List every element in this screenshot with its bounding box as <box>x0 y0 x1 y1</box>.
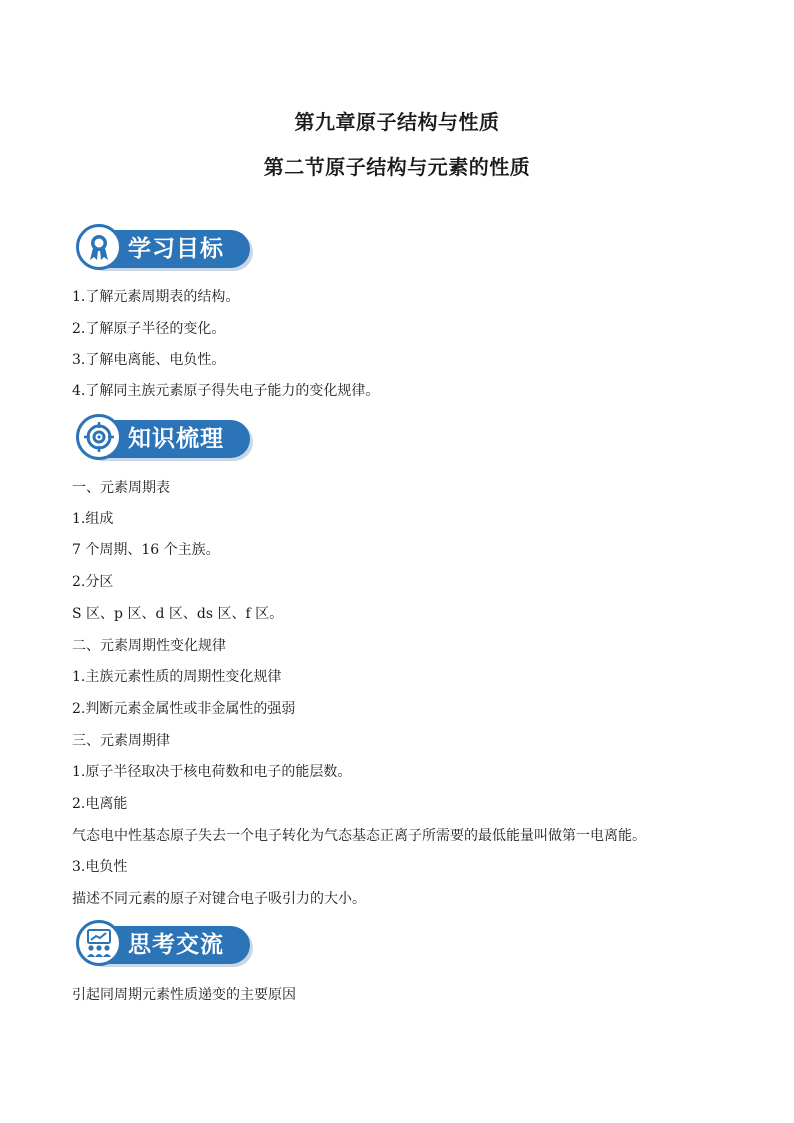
chapter-title: 第九章原子结构与性质 <box>294 110 500 134</box>
knowledge-line: S 区、p 区、d 区、ds 区、f 区。 <box>72 606 284 622</box>
goal-item: 3.了解电离能、电负性。 <box>72 352 226 368</box>
knowledge-line: 7 个周期、16 个主族。 <box>72 542 220 558</box>
knowledge-line: 三、元素周期律 <box>72 733 170 749</box>
knowledge-line: 气态电中性基态原子失去一个电子转化为气态基态正离子所需要的最低能量叫做第一电离能。 <box>72 828 646 844</box>
discussion-heading: 思考交流 <box>128 931 224 958</box>
goal-item: 2.了解原子半径的变化。 <box>72 321 226 337</box>
knowledge-line: 1.组成 <box>72 511 114 527</box>
knowledge-line: 2.判断元素金属性或非金属性的强弱 <box>72 701 296 717</box>
section-title: 第二节原子结构与元素的性质 <box>263 155 531 179</box>
knowledge-line: 一、元素周期表 <box>72 480 170 496</box>
goal-item: 1.了解元素周期表的结构。 <box>72 289 240 305</box>
goals-heading: 学习目标 <box>128 235 224 262</box>
knowledge-line: 3.电负性 <box>72 859 128 875</box>
discussion-line: 引起同周期元素性质递变的主要原因 <box>72 987 296 1003</box>
goal-item: 4.了解同主族元素原子得失电子能力的变化规律。 <box>72 383 380 399</box>
knowledge-line: 2.分区 <box>72 574 114 590</box>
knowledge-line: 2.电离能 <box>72 796 128 812</box>
knowledge-line: 1.原子半径取决于核电荷数和电子的能层数。 <box>72 764 352 780</box>
knowledge-heading: 知识梳理 <box>128 425 224 452</box>
knowledge-line: 二、元素周期性变化规律 <box>72 638 226 654</box>
knowledge-line: 1.主族元素性质的周期性变化规律 <box>72 669 282 685</box>
target-icon <box>76 414 122 460</box>
award-ribbon-icon <box>76 224 122 270</box>
goals-banner <box>76 224 252 272</box>
knowledge-line: 描述不同元素的原子对键合电子吸引力的大小。 <box>72 891 366 907</box>
group-discussion-icon <box>76 920 122 966</box>
discussion-banner <box>76 920 252 968</box>
knowledge-banner <box>76 414 252 462</box>
